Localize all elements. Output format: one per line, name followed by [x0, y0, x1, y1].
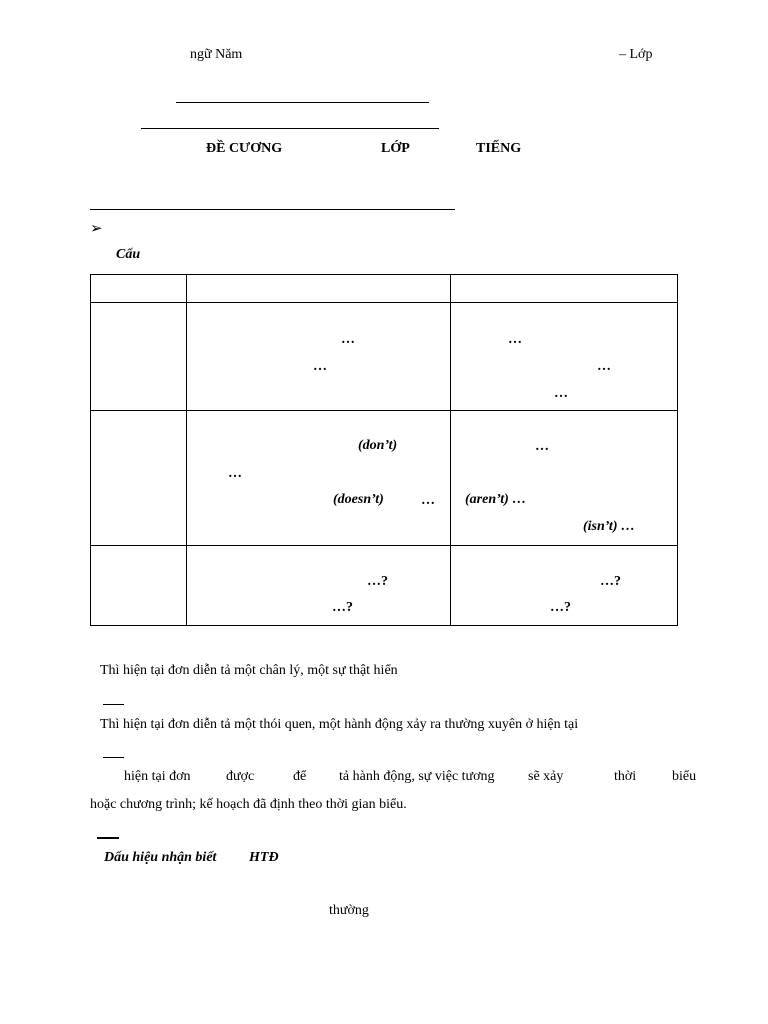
signs-abbr: HTĐ: [249, 850, 279, 865]
table-row-divider-header: [91, 302, 677, 303]
use-2-marker: [103, 757, 124, 758]
table-col-divider-1: [186, 275, 187, 625]
table-row-divider-1: [91, 410, 677, 411]
r3-c2-question-a: …?: [367, 574, 388, 589]
header-left-text: ngữ Năm: [190, 47, 243, 62]
use-3-word-6: thời: [614, 769, 637, 784]
use-3-word-7: biểu: [672, 769, 697, 784]
signs-marker: [97, 837, 119, 839]
r3-c3-question-a: …?: [600, 574, 621, 589]
use-3-line-2: hoặc chương trình; kế hoạch đã định theo thời gian biểu.: [90, 797, 407, 812]
title-part-2: LỚP: [381, 141, 410, 156]
header-underline-2: [141, 128, 439, 129]
r1-c2-ellipsis-a: …: [341, 332, 355, 347]
title-part-3: TIẾNG: [476, 141, 522, 156]
section-divider: [90, 209, 455, 210]
r1-c3-ellipsis-b: …: [597, 359, 611, 374]
r2-c2-ellipsis-b: …: [421, 493, 435, 508]
signs-word: thường: [329, 903, 369, 918]
use-3-word-5: sẽ xảy: [528, 769, 564, 784]
use-3-word-3: để: [293, 769, 307, 784]
table-col-divider-2: [450, 275, 451, 625]
use-1-marker: [103, 704, 124, 705]
header-right-text: – Lớp: [619, 47, 653, 62]
bullet-arrow-icon: ➢: [90, 221, 103, 237]
header-underline-1: [176, 102, 429, 103]
r3-c2-question-b: …?: [332, 600, 353, 615]
r2-c2-ellipsis-a: …: [228, 466, 242, 481]
use-2-text: Thì hiện tại đơn diễn tả một thói quen, một hành động xảy ra thường xuyên ở hiện tại: [100, 717, 579, 732]
use-3-word-1: hiện tại đơn: [124, 769, 191, 784]
r2-c2-dont: (don’t): [358, 438, 398, 453]
use-1-text: Thì hiện tại đơn diễn tả một chân lý, một sự thật hiển: [100, 663, 398, 678]
signs-label: Dấu hiệu nhận biết: [104, 850, 217, 865]
r1-c3-ellipsis-c: …: [554, 386, 568, 401]
r2-c3-ellipsis-a: …: [535, 439, 549, 454]
section-heading: Cấu: [116, 247, 141, 262]
r3-c3-question-b: …?: [550, 600, 571, 615]
title-part-1: ĐỀ CƯƠNG: [206, 141, 283, 156]
use-3-word-4: tả hành động, sự việc tương: [339, 769, 495, 784]
use-3-word-2: được: [226, 769, 255, 784]
r2-c3-isnt: (isn’t) …: [583, 519, 635, 534]
r1-c3-ellipsis-a: …: [508, 332, 522, 347]
r1-c2-ellipsis-b: …: [313, 359, 327, 374]
table-row-divider-2: [91, 545, 677, 546]
r2-c2-doesnt: (doesn’t): [333, 492, 384, 507]
r2-c3-arent: (aren’t) …: [465, 492, 527, 507]
